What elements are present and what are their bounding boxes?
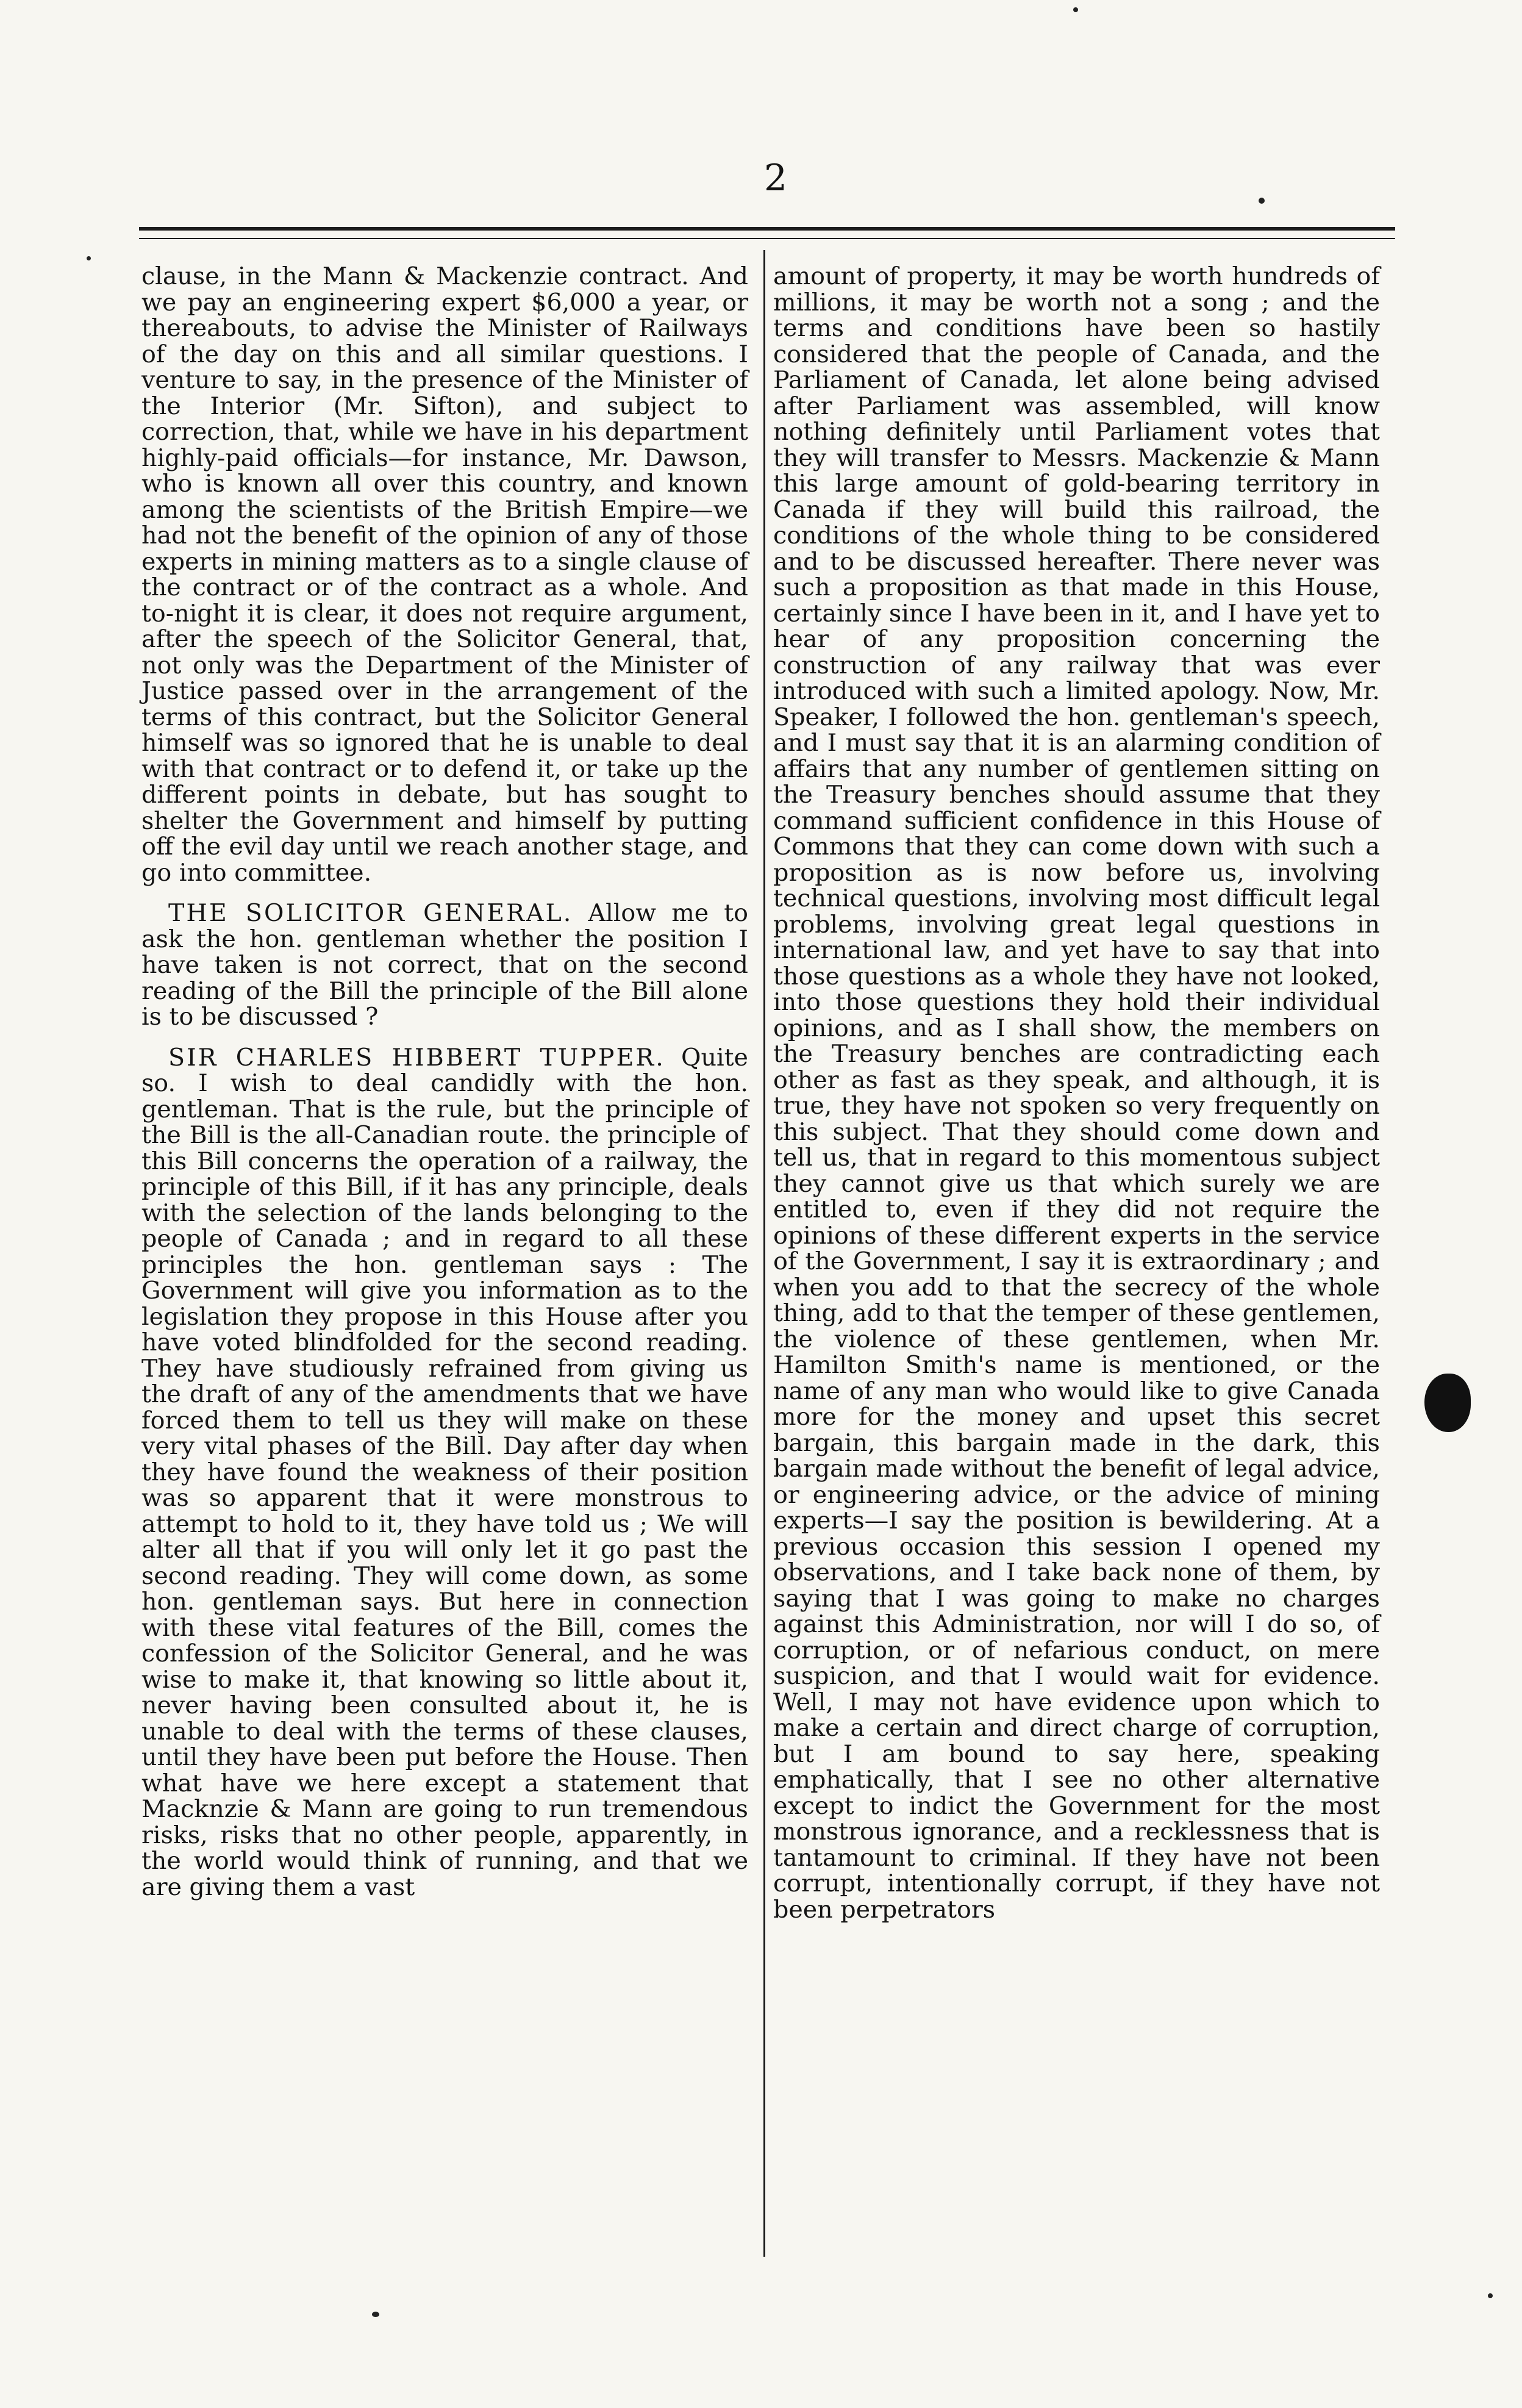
print-speck bbox=[87, 256, 91, 260]
speech-tupper bbox=[141, 1045, 748, 1901]
speaker-name: THE SOLICITOR GENERAL. bbox=[168, 899, 573, 927]
header-rule-thin bbox=[139, 238, 1395, 239]
paragraph: clause, in the Mann & Mackenzie contract. And we pay an engineering expert $6,000 a year, or thereabouts, to advise the Minister of Railways of the day on this and all similar questions. I venture to say, in the presence of the Minister of the Interior (Mr. Sifton), and subject to correction, that, while we have in his department highly-paid officials—for instance, Mr. Dawson, who is known all over this country, and known among the scientists of the British Empire—we had not the benefit of the opinion of any of those experts in mining matters as to a single clause of the contract or of the contract as a whole. And to-night it is clear, it does not require argument, after the speech of the Solicitor General, that, not only was the Department of the Minister of Justice passed over in the arrangement of the terms of this contract, but the Solicitor General himself was so ignored that he is unable to deal with that contract or to defend it, or take up the different points in debate, but has sought to shelter the Government and himself by putting off the evil day until we reach another stage, and go into committee. bbox=[141, 262, 748, 887]
print-speck bbox=[1488, 2293, 1493, 2298]
page-number: 2 bbox=[763, 157, 788, 199]
speaker-name: SIR CHARLES HIBBERT TUPPER. bbox=[168, 1043, 665, 1072]
speech-text: Quite so. I wish to deal candidly with the hon. gentleman. That is the rule, but the principle of the Bill is the all-Canadian route. the principle of this Bill concerns the operation of a railway, the principle of this Bill, if it has any principle, deals with the selection of the lands belonging to the people of Canada ; and in regard to all these principles the hon. gentleman says : The Government will give you information as to the legislation they propose in this House after you have voted blindfolded for the second reading. They have studiously refrained from giving us the draft of any of the amendments that we have forced them to tell us they will make on these very vital phases of the Bill. Day after day when they have found the weakness of their position was so apparent that it were monstrous to attempt to hold to it, they have told us ; We will alter all that if you will only let it go past the second reading. They will come down, as some hon. gentleman says. But here in connection with these vital features of the Bill, comes the confession of the Solicitor General, and he was wise to make it, that knowing so little about it, never having been consulted about it, he is unable to deal with the terms of these clauses, until they have been put before the House. Then what have we here except a statement that Macknzie & Mann are going to run tremendous risks, risks that no other people, apparently, in the world would think of running, and that we are giving them a vast bbox=[141, 1043, 748, 1901]
right-column bbox=[773, 263, 1380, 1922]
column-divider bbox=[763, 250, 765, 2257]
print-speck bbox=[372, 2312, 379, 2317]
print-speck bbox=[1073, 7, 1078, 12]
left-column bbox=[141, 263, 748, 1900]
print-speck bbox=[1259, 198, 1265, 204]
ink-blot bbox=[1424, 1374, 1471, 1432]
paragraph: amount of property, it may be worth hundreds of millions, it may be worth not a song ; and the terms and conditions have been so hastily considered that the people of Canada, and the Parliament of Canada, let alone being advised after Parliament was assembled, will know nothing definitely until Parliament votes that they will transfer to Messrs. Mackenzie & Mann this large amount of gold-bearing territory in Canada if they will build this railroad, the conditions of the whole thing to be considered and to be discussed hereafter. There never was such a proposition as that made in this House, certainly since I have been in it, and I have yet to hear of any proposition concerning the construction of any railway that was ever introduced with such a limited apology. Now, Mr. Speaker, I followed the hon. gentleman's speech, and I must say that it is an alarming condition of affairs that any number of gentlemen sitting on the Treasury benches should assume that they command sufficient confidence in this House of Commons that they can come down with such a proposition as is now before us, involving technical questions, involving most difficult legal problems, involving great legal questions in international law, and yet have to say that into those questions as a whole they have not looked, into those questions they hold their individual opinions, and as I shall show, the members on the Treasury benches are contradicting each other as fast as they speak, and although, it is true, they have not spoken so very frequently on this subject. That they should come down and tell us, that in regard to this momentous subject they cannot give us that which surely we are entitled to, even if they did not require the opinions of these different experts in the service of the Government, I say it is extraordinary ; and when you add to that the secrecy of the whole thing, add to that the temper of these gentlemen, the violence of these gentlemen, when Mr. Hamilton Smith's name is mentioned, or the name of any man who would like to give Canada more for the money and upset this secret bargain, this bargain made in the dark, this bargain made without the benefit of legal advice, or engineering advice, or the advice of mining experts—I say the position is bewildering. At a previous occasion this session I opened my observations, and I take back none of them, by saying that I was going to make no charges against this Administration, nor will I do so, of corruption, or of nefarious conduct, on mere suspicion, and that I would wait for evidence. Well, I may not have evidence upon which to make a certain and direct charge of corruption, but I am bound to say here, speaking emphatically, that I see no other alternative except to indict the Government for the most monstrous ignorance, and a recklessness that is tantamount to criminal. If they have not been corrupt, intentionally corrupt, if they have not been perpetrators bbox=[773, 262, 1380, 1924]
speech-solicitor-general bbox=[141, 900, 748, 1030]
header-rule-thick bbox=[139, 227, 1395, 231]
speech-text: Allow me to ask the hon. gentleman whether the position I have taken is not correct, that on the second reading of the Bill the principle of the Bill alone is to be discussed ? bbox=[141, 899, 749, 1031]
